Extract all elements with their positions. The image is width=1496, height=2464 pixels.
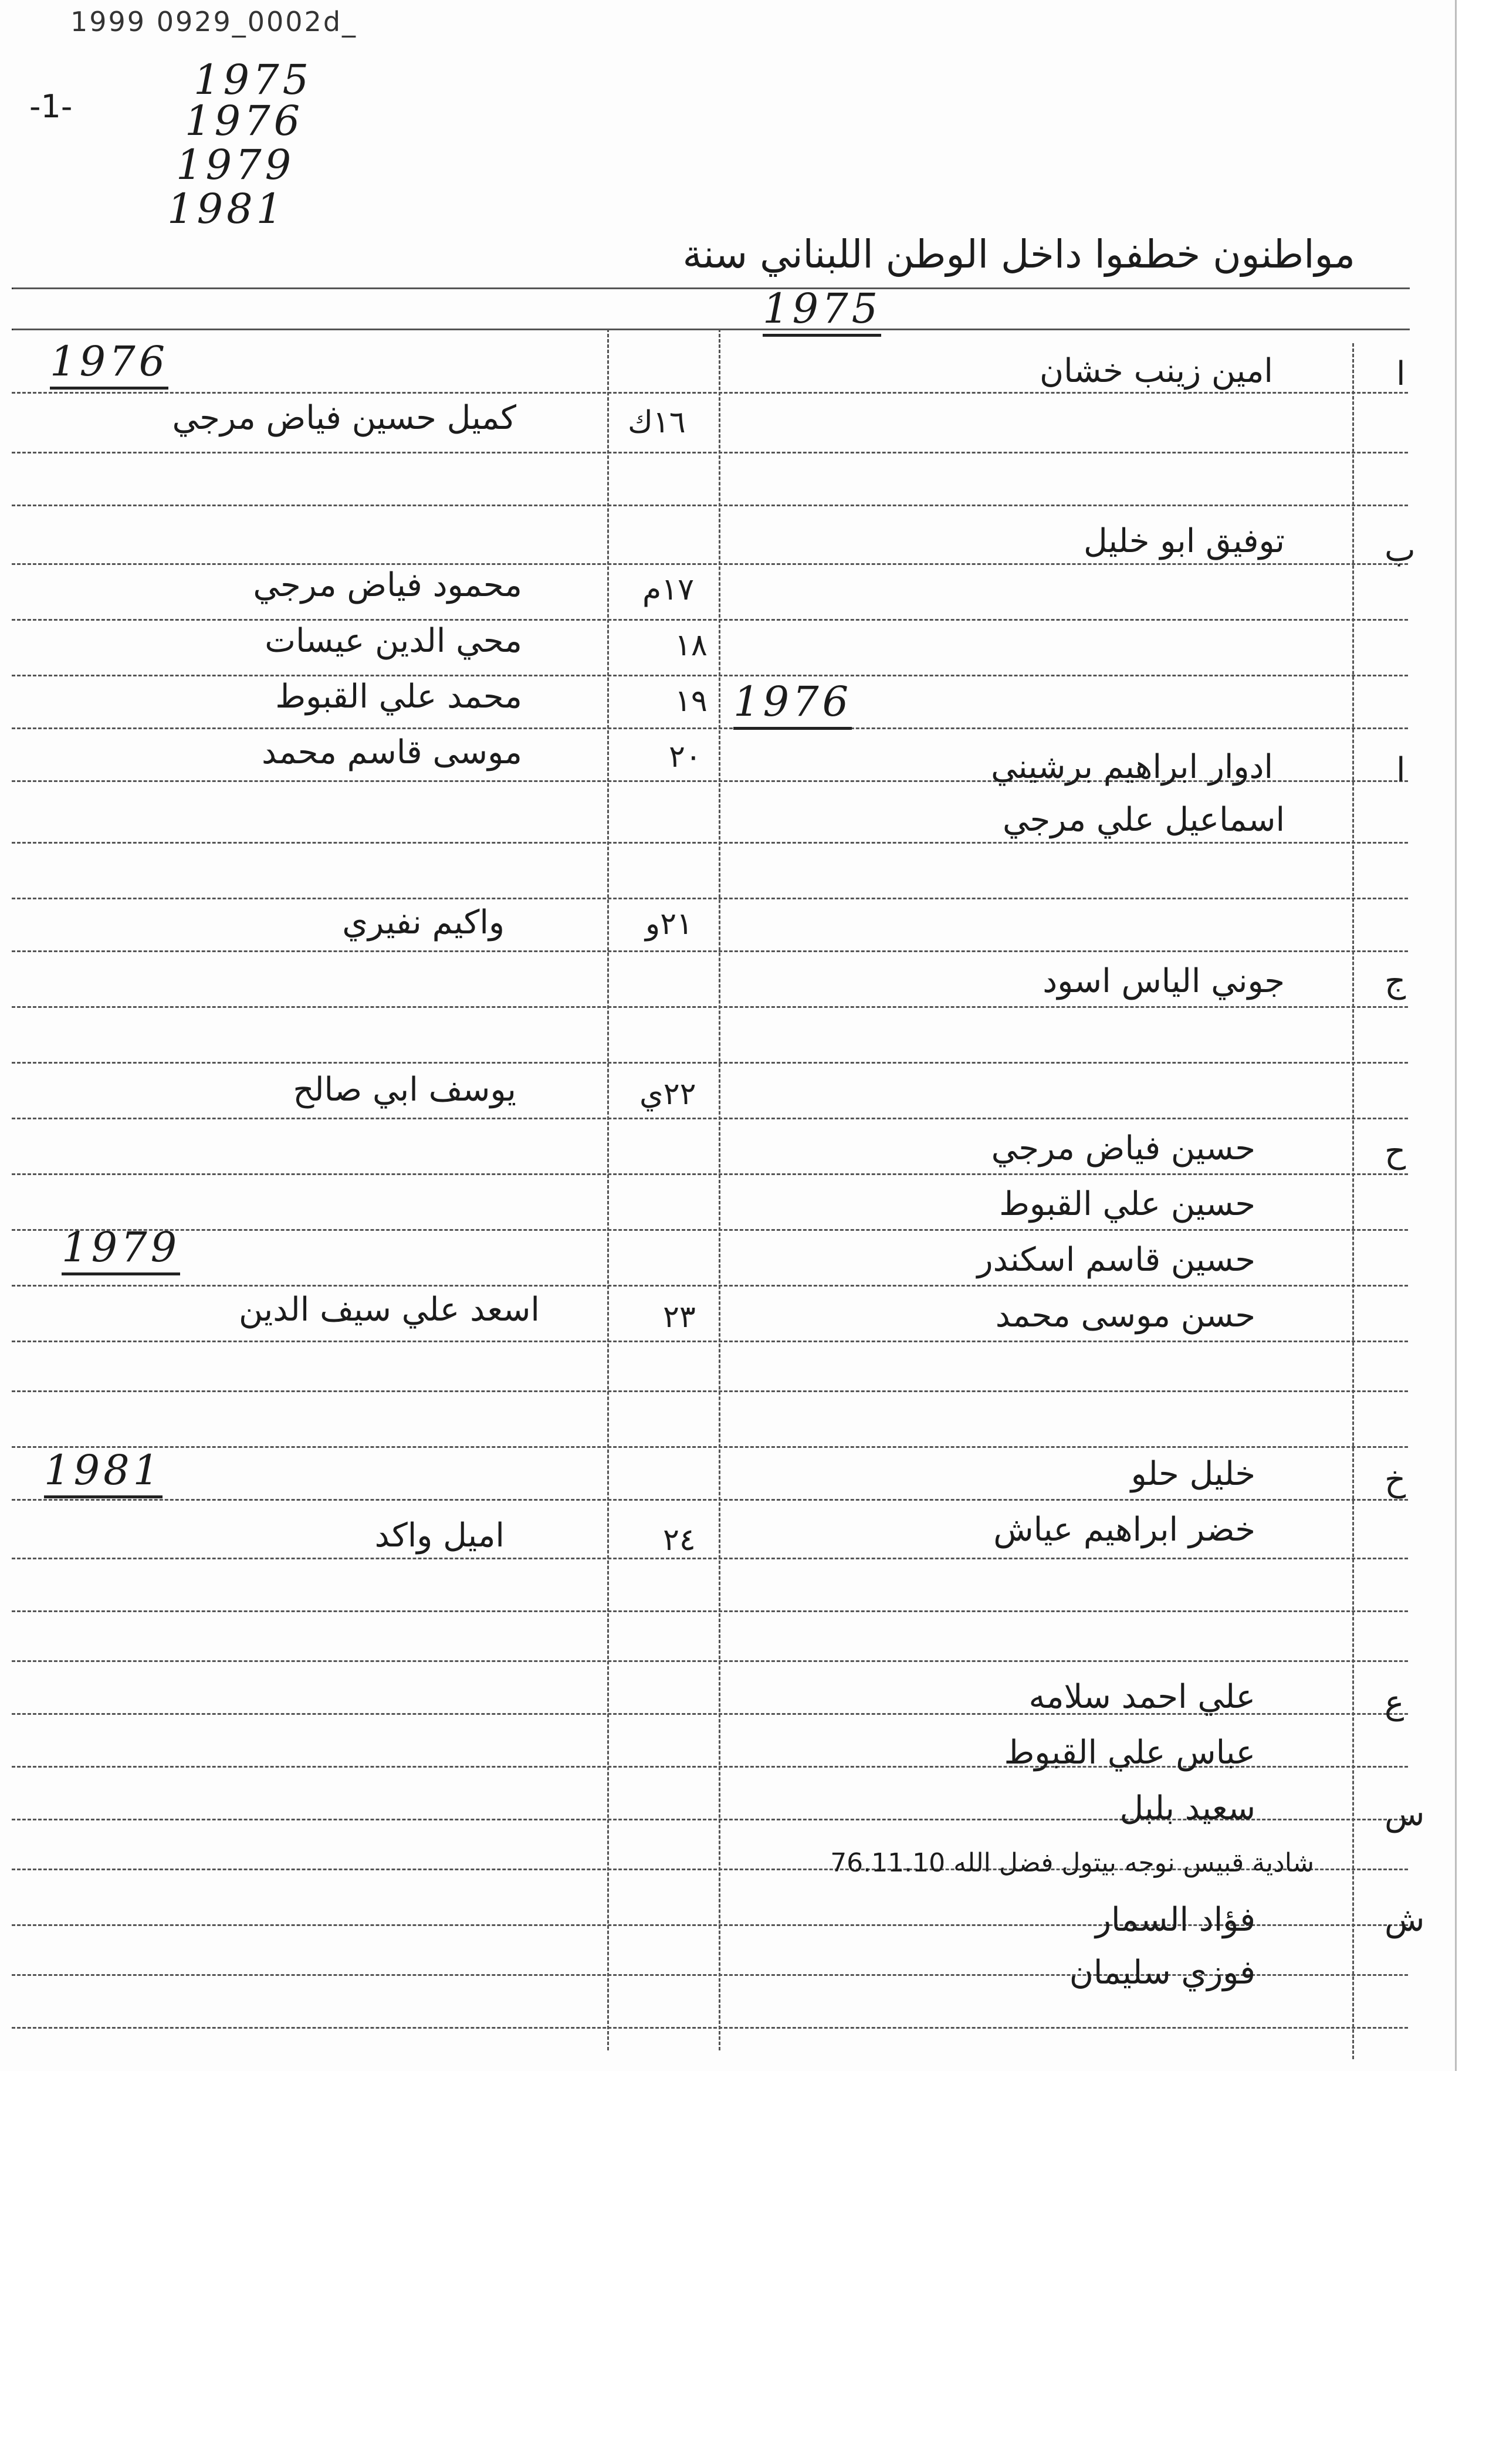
row-rule bbox=[12, 675, 1408, 676]
header-year-1981: 1981 bbox=[167, 185, 286, 233]
row-rule bbox=[12, 392, 1408, 394]
row-rule bbox=[12, 1446, 1408, 1448]
entry-name: خليل حلو bbox=[1131, 1455, 1255, 1493]
entry-name: حسين قاسم اسكندر bbox=[977, 1241, 1255, 1279]
left-entry-name: يوسف ابي صالح bbox=[293, 1071, 516, 1109]
index-letter: ج bbox=[1385, 962, 1406, 1000]
index-letter: ا bbox=[1396, 751, 1406, 789]
page-title: مواطنون خطفوا داخل الوطن اللبناني سنة bbox=[682, 232, 1355, 277]
year-heading-1975: 1975 bbox=[763, 285, 881, 337]
left-entry-name: واكيم نفيري bbox=[342, 903, 505, 942]
row-rule bbox=[12, 898, 1408, 899]
entry-name: خضر ابراهيم عياش bbox=[993, 1511, 1255, 1549]
entry-name: ادوار ابراهيم برشيني bbox=[991, 748, 1273, 786]
row-rule bbox=[12, 842, 1408, 844]
entry-number: ١٧م bbox=[642, 572, 695, 607]
row-rule bbox=[12, 1229, 1408, 1231]
entry-name: جوني الياس اسود bbox=[1043, 962, 1285, 1000]
table-header-rule bbox=[12, 329, 1410, 330]
row-rule bbox=[12, 727, 1408, 729]
year-heading-1976-left: 1976 bbox=[50, 337, 168, 390]
entry-number: ١٦ك bbox=[628, 405, 686, 440]
entry-number: ١٩ bbox=[675, 683, 708, 719]
row-rule bbox=[12, 619, 1408, 621]
entry-number: ١٨ bbox=[675, 628, 708, 663]
row-rule bbox=[12, 1173, 1408, 1175]
index-letter: ع bbox=[1385, 1684, 1404, 1722]
index-letter: ش bbox=[1385, 1901, 1425, 1939]
row-rule bbox=[12, 1341, 1408, 1342]
row-rule bbox=[12, 1062, 1408, 1064]
entry-number: ٢١و bbox=[645, 906, 693, 942]
entry-name: عباس علي القبوط bbox=[1004, 1734, 1255, 1772]
left-entry-name: اميل واكد bbox=[374, 1517, 505, 1555]
row-rule bbox=[12, 1390, 1408, 1392]
left-entry-name: محي الدين عيسات bbox=[265, 622, 522, 660]
row-rule bbox=[12, 1499, 1408, 1501]
table-top-rule bbox=[12, 287, 1410, 289]
left-entry-name: كميل حسين فياض مرجي bbox=[172, 399, 516, 437]
entry-number: ٢٣ bbox=[663, 1299, 696, 1335]
left-entry-name: محمود فياض مرجي bbox=[253, 566, 522, 604]
index-letter: ا bbox=[1396, 355, 1406, 393]
year-heading-1976: 1976 bbox=[733, 678, 852, 730]
entry-name: حسين فياض مرجي bbox=[991, 1129, 1255, 1167]
left-entry-name: محمد علي القبوط bbox=[275, 678, 522, 716]
header-year-1979: 1979 bbox=[176, 141, 295, 189]
column-divider bbox=[1352, 343, 1354, 2059]
entry-name: شادية قبيس نوجه بيتول فضل الله 76.11.10 bbox=[830, 1848, 1314, 1878]
entry-name: حسين علي القبوط bbox=[999, 1185, 1255, 1223]
left-entry-name: موسى قاسم محمد bbox=[261, 733, 522, 771]
row-rule bbox=[12, 452, 1408, 453]
year-heading-1979: 1979 bbox=[62, 1223, 180, 1275]
index-letter: ح bbox=[1385, 1132, 1406, 1170]
index-letter: ب bbox=[1385, 531, 1416, 569]
row-rule bbox=[12, 950, 1408, 952]
left-entry-name: اسعد علي سيف الدين bbox=[239, 1291, 540, 1329]
row-rule bbox=[12, 1660, 1408, 1662]
entry-name: سعيد بلبل bbox=[1119, 1789, 1255, 1827]
year-heading-1981: 1981 bbox=[44, 1446, 163, 1498]
index-letter: خ bbox=[1385, 1461, 1406, 1499]
header-year-1976: 1976 bbox=[185, 97, 304, 145]
column-divider bbox=[607, 329, 609, 2050]
entry-name: فوزي سليمان bbox=[1069, 1954, 1255, 1992]
entry-name: فؤاد السمار bbox=[1095, 1901, 1255, 1939]
entry-number: ٢٢ي bbox=[639, 1077, 696, 1112]
document-reference: 1999 0929_0002d_ bbox=[70, 6, 358, 38]
page-marker: -1- bbox=[29, 88, 73, 125]
entry-name: حسن موسى محمد bbox=[995, 1297, 1255, 1335]
row-rule bbox=[12, 1006, 1408, 1008]
row-rule bbox=[12, 1118, 1408, 1119]
entry-number: ٢٠ bbox=[669, 739, 702, 774]
header-year-1975: 1975 bbox=[194, 56, 313, 104]
entry-name: علي احمد سلامه bbox=[1028, 1678, 1255, 1716]
row-rule bbox=[12, 2027, 1408, 2029]
entry-number: ٢٤ bbox=[663, 1522, 696, 1558]
entry-name: اسماعيل علي مرجي bbox=[1002, 801, 1285, 839]
row-rule bbox=[12, 505, 1408, 506]
row-rule bbox=[12, 1610, 1408, 1612]
entry-name: امين زينب خشان bbox=[1040, 352, 1273, 390]
row-rule bbox=[12, 1285, 1408, 1287]
index-letter: س bbox=[1385, 1795, 1425, 1833]
row-rule bbox=[12, 1558, 1408, 1559]
entry-name: توفيق ابو خليل bbox=[1083, 522, 1285, 560]
column-divider bbox=[719, 329, 720, 2050]
row-rule bbox=[12, 563, 1408, 565]
